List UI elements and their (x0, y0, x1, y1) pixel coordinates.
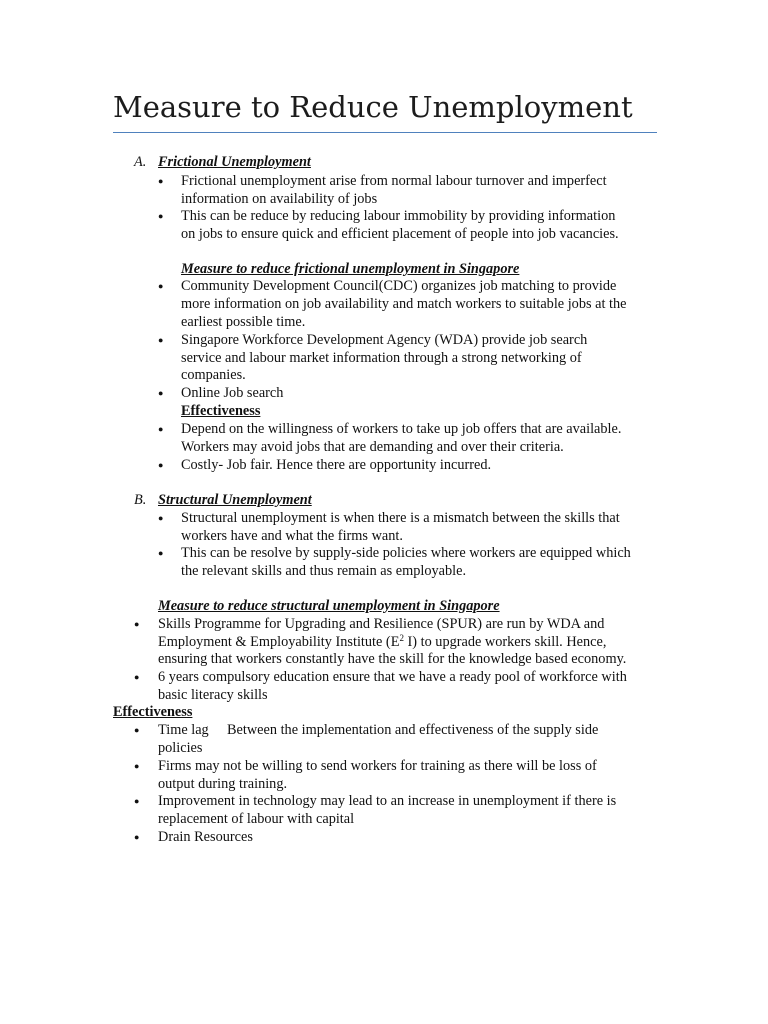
bullet-icon: ● (158, 424, 164, 434)
bullet-icon: ● (158, 211, 164, 221)
list-item: Time lag Between the implementation and effectiveness of the supply side (158, 722, 584, 738)
list-item: output during training. (158, 776, 288, 792)
bullet-icon: ● (134, 672, 140, 682)
list-item: Frictional unemployment arise from normal labour turnover and imperfect (181, 173, 607, 189)
section-b-heading: Structural Unemployment (158, 492, 312, 508)
bullet-icon: ● (158, 176, 164, 186)
bullet-icon: ● (158, 513, 164, 523)
bullet-icon: ● (134, 761, 140, 771)
list-item: Depend on the willingness of workers to take up job offers that are available. (181, 421, 622, 437)
list-item: Improvement in technology may lead to an increase in unemployment if there is (158, 793, 617, 809)
bullet-icon: ● (134, 796, 140, 806)
list-item: earliest possible time. (181, 314, 306, 330)
bullet-icon: ● (134, 832, 140, 842)
measures-structural-heading: Measure to reduce structural unemployment in Singapore (158, 598, 500, 614)
bullet-icon: ● (158, 548, 164, 558)
list-item: Costly- Job fair. Hence there are opportunity incurred. (181, 457, 492, 473)
list-item: Online Job search (181, 385, 284, 401)
list-item: more information on job availability and match workers to suitable jobs at the (181, 296, 627, 312)
superscript: 2 (399, 633, 404, 643)
bullet-icon: ● (134, 619, 140, 629)
list-item: Employment & Employability Institute ($E^2$ I) to upgrade workers skill. Hence, (158, 633, 607, 650)
list-item: Community Development Council(CDC) organizes job matching to provide (181, 278, 617, 294)
list-item: Firms may not be willing to send workers for training as there will be loss of (158, 758, 597, 774)
section-a-marker: A. (134, 154, 147, 170)
bullet-icon: ● (158, 460, 164, 470)
bullet-icon: ● (158, 388, 164, 398)
page-title: Measure to Reduce Unemployment (113, 90, 633, 124)
list-item: companies. (181, 367, 246, 383)
list-item: information on availability of jobs (181, 191, 378, 207)
effectiveness-heading-b: Effectiveness (113, 704, 193, 720)
list-item: Structural unemployment is when there is a mismatch between the skills that (181, 510, 620, 526)
list-item: ensuring that workers constantly have the skill for the knowledge based economy. (158, 651, 627, 667)
measures-frictional-heading: Measure to reduce frictional unemployment in Singapore (181, 261, 520, 277)
list-item: Workers may avoid jobs that are demanding and over their criteria. (181, 439, 564, 455)
list-item: 6 years compulsory education ensure that we have a ready pool of workforce with (158, 669, 627, 685)
list-item: replacement of labour with capital (158, 811, 355, 827)
list-item: Skills Programme for Upgrading and Resilience (SPUR) are run by WDA and (158, 616, 605, 632)
bullet-icon: ● (158, 335, 164, 345)
bullet-icon: ● (158, 281, 164, 291)
effectiveness-heading-a: Effectiveness (181, 403, 261, 419)
list-item: service and labour market information through a strong networking of (181, 350, 582, 366)
list-item: on jobs to ensure quick and efficient placement of people into job vacancies. (181, 226, 619, 242)
list-item: Singapore Workforce Development Agency (WDA) provide job search (181, 332, 588, 348)
list-item: This can be resolve by supply-side policies where workers are equipped which (181, 545, 631, 561)
bullet-icon: ● (134, 725, 140, 735)
list-item: policies (158, 740, 203, 756)
list-item: Drain Resources (158, 829, 253, 845)
section-a-heading: Frictional Unemployment (158, 154, 311, 170)
section-b-marker: B. (134, 492, 147, 508)
title-underline (113, 132, 657, 133)
list-item: workers have and what the firms want. (181, 528, 403, 544)
list-item: This can be reduce by reducing labour immobility by providing information (181, 208, 616, 224)
list-item: basic literacy skills (158, 687, 268, 703)
list-item: the relevant skills and thus remain as employable. (181, 563, 467, 579)
